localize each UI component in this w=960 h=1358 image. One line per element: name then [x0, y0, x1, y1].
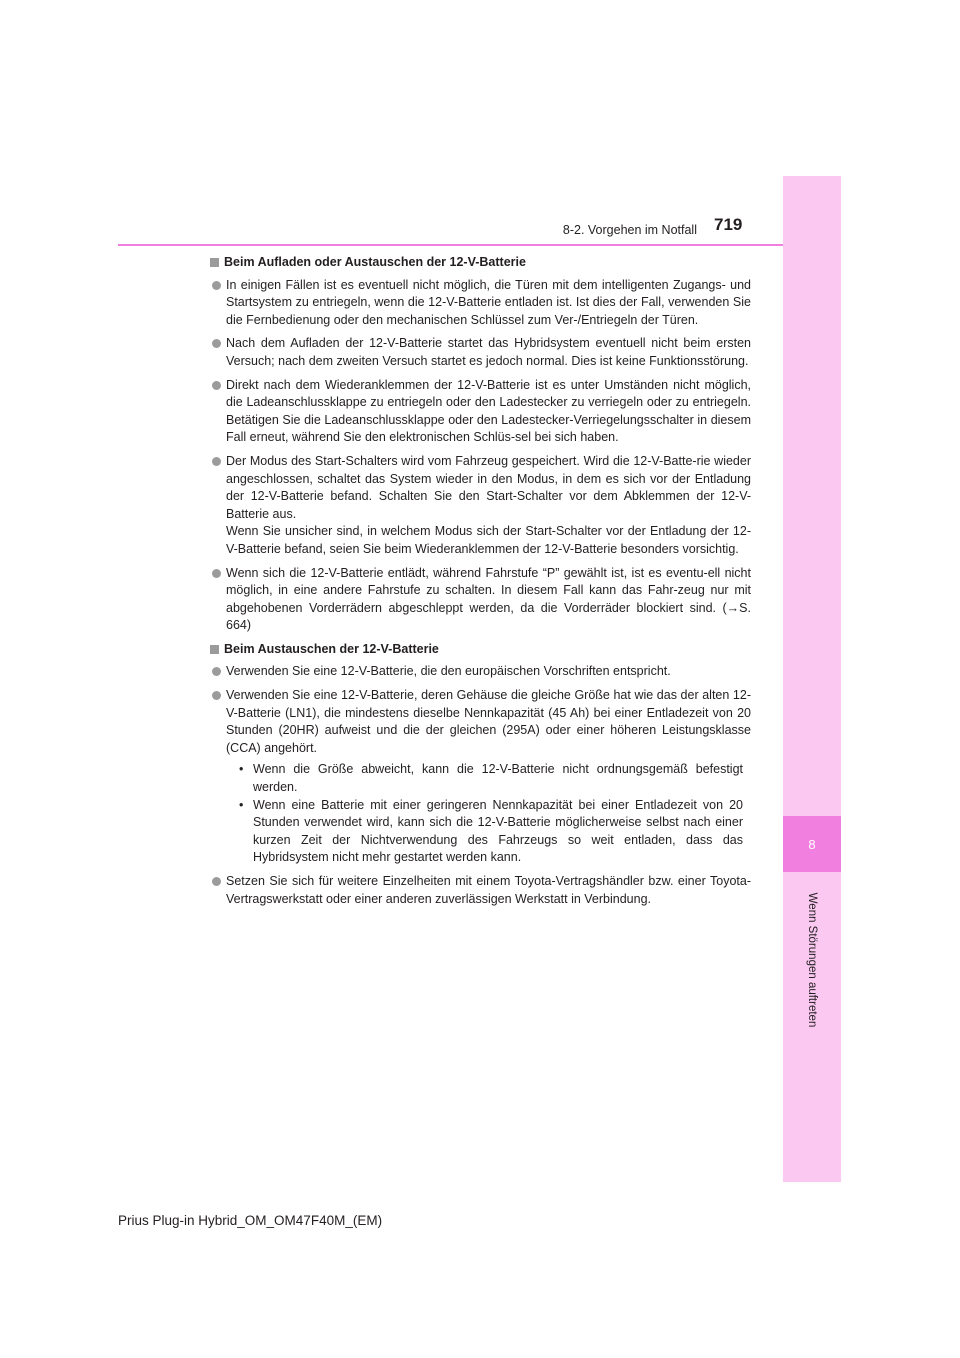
list-item-text: Verwenden Sie eine 12-V-Batterie, deren Gehäuse die gleiche Größe hat wie das der alten 12-V-Batterie (LN1), die mindestens dieselbe Nennkapazität (45 Ah) bei einer Entladezeit von 20 Stunden (20HR) aufweist und die der gleichen (295A) oder einer höheren Leistungsklasse (CCA) angehört.	[226, 688, 751, 755]
circle-bullet-icon	[212, 381, 221, 390]
list-item	[210, 873, 751, 908]
list-item-text: Nach dem Aufladen der 12-V-Batterie startet das Hybridsystem eventuell nicht beim ersten Versuch; nach dem zweiten Versuch startet es jedoch normal. Dies ist keine Funktionsstörung.	[226, 336, 751, 368]
page-number: 719	[714, 215, 743, 234]
square-bullet-icon	[210, 258, 219, 267]
circle-bullet-icon	[212, 667, 221, 676]
chapter-number: 8	[808, 836, 816, 852]
section-heading	[210, 254, 751, 272]
document-footer: Prius Plug-in Hybrid_OM_OM47F40M_(EM)	[118, 1213, 383, 1228]
list-item	[210, 565, 751, 635]
list-item	[210, 663, 751, 681]
sub-list-item	[226, 797, 751, 867]
section-label: 8-2. Vorgehen im Notfall	[562, 223, 697, 237]
chapter-title: Wenn Störungen auftreten	[806, 892, 818, 1028]
list-item-text: In einigen Fällen ist es eventuell nicht möglich, die Türen mit dem intelligenten Zugangs- und Startsystem zu entriegeln, wenn die 12-V-Batterie entladen ist. Ist dies der Fall, verwenden Sie die Fernbedienung oder den mechanischen Schlüssel zum Ver-/Entriegeln der Türen.	[226, 277, 751, 327]
circle-bullet-icon	[212, 691, 221, 700]
circle-bullet-icon	[212, 281, 221, 290]
list-item-text: Direkt nach dem Wiederanklemmen der 12-V-Batterie ist es unter Umständen nicht möglich, die Ladeanschlussklappe zu entriegeln oder den Ladestecker zu verriegeln oder zu entriegeln. Betätigen Sie die Ladeanschlussklappe oder den Ladestecker-Verriegelungsschalter in diesem Fall erneut, während Sie den elektronischen Schlüs-sel bei sich haben.	[226, 377, 751, 445]
list-item	[210, 687, 751, 867]
list-item	[210, 377, 751, 447]
sub-bullet-icon: •	[239, 797, 244, 812]
sub-bullet-icon: •	[239, 762, 244, 777]
circle-bullet-icon	[212, 877, 221, 886]
circle-bullet-icon	[212, 457, 221, 466]
sub-list-item-text: Wenn eine Batterie mit einer geringeren Nennkapazität bei einer Entladezeit von 20 Stunden verwendet wird, kann sich die 12-V-Batterie möglicherweise selbst nach einer kurzen Zeit der Nichtverwendung des Fahrzeugs so weit entladen, dass das Hybridsystem nicht mehr gestartet werden kann.	[253, 797, 743, 865]
chapter-side-tab	[783, 176, 841, 1182]
chapter-number-box	[783, 816, 841, 872]
header-rule	[118, 244, 783, 246]
list-item	[210, 277, 751, 330]
circle-bullet-icon	[212, 569, 221, 578]
section-heading-text: Beim Austauschen der 12-V-Batterie	[224, 641, 439, 656]
sub-list-item-text: Wenn die Größe abweicht, kann die 12-V-Batterie nicht ordnungsgemäß befestigt werden.	[253, 762, 743, 795]
square-bullet-icon	[210, 645, 219, 654]
list-item-text: Der Modus des Start-Schalters wird vom Fahrzeug gespeichert. Wird die 12-V-Batte-rie wieder angeschlossen, schaltet das System wieder in den Modus, in dem es sich vor der Entladung der 12-V-Batterie befand. Schalten Sie den Start-Schalter vor dem Abklemmen der 12-V-Batterie aus.	[226, 453, 751, 521]
list-item-text: Setzen Sie sich für weitere Einzelheiten mit einem Toyota-Vertragshändler bzw. einer Toyota-Vertragswerkstatt oder einer anderen zuverlässigen Werkstatt in Verbindung.	[226, 874, 751, 906]
sub-list-item	[226, 761, 751, 796]
page-content	[210, 254, 751, 914]
section-heading	[210, 641, 751, 659]
list-item	[210, 335, 751, 370]
section-heading-text: Beim Aufladen oder Austauschen der 12-V-Batterie	[224, 255, 526, 269]
circle-bullet-icon	[212, 339, 221, 348]
list-item-text: Wenn sich die 12-V-Batterie entlädt, während Fahrstufe “P” gewählt ist, ist es eventu-ell nicht möglich, in eine andere Fahrstufe zu schalten. In diesem Fall kann das Fahr-zeug nur mit abgehobenen Vorderrädern abgeschleppt werden, da die Vorderräder blockiert sind. (→S. 664)	[226, 565, 751, 633]
list-item-text: Verwenden Sie eine 12-V-Batterie, die den europäischen Vorschriften entspricht.	[226, 664, 671, 679]
list-item-continuation: Wenn Sie unsicher sind, in welchem Modus sich der Start-Schalter vor der Entladung der 12-V-Batterie befand, seien Sie beim Wiederanklemmen der 12-V-Batterie besonders vorsichtig.	[226, 524, 751, 556]
list-item	[210, 453, 751, 559]
